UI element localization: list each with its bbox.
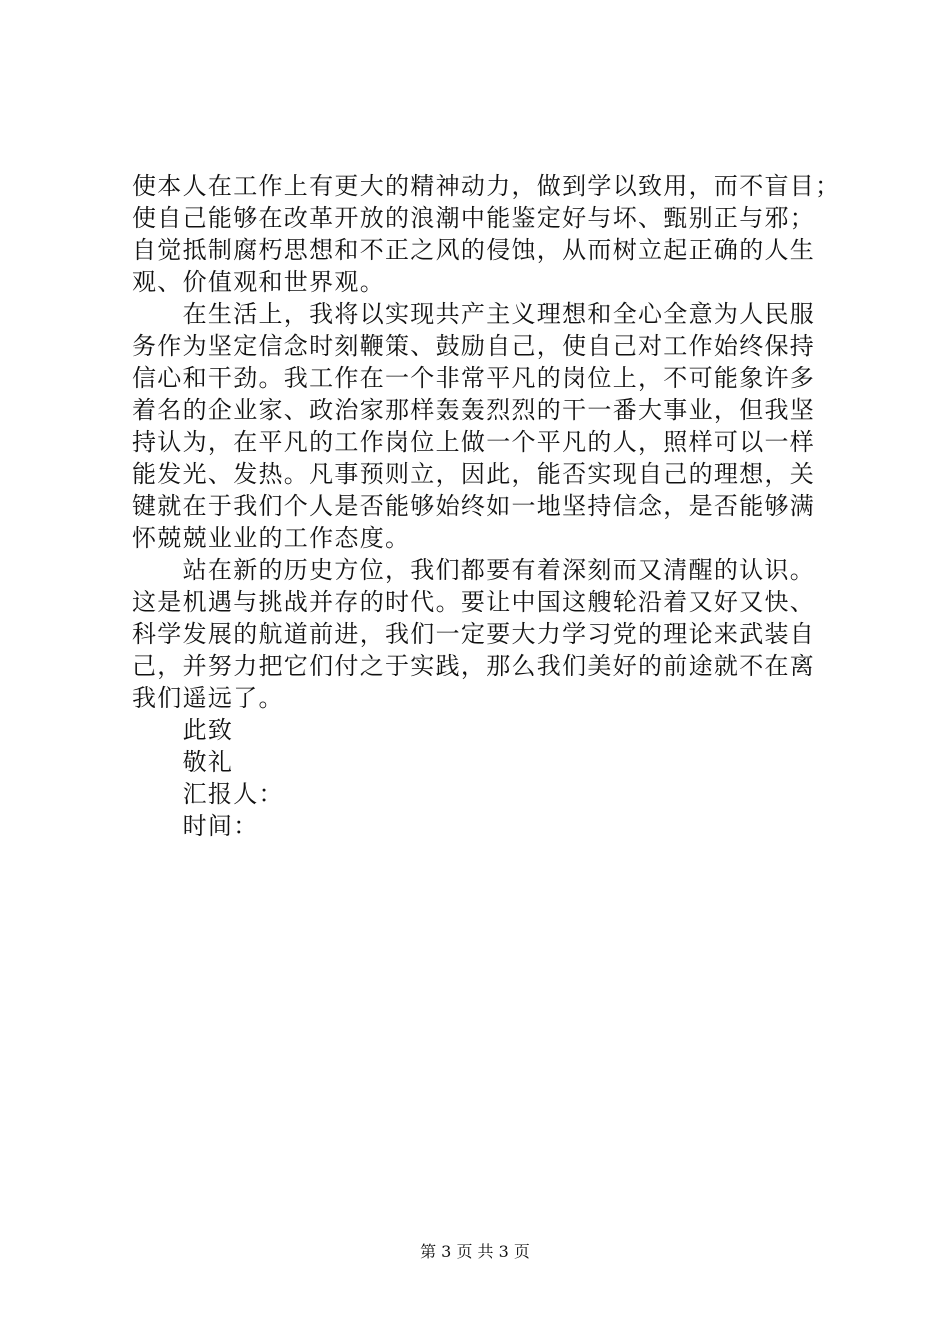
text-line: 怀兢兢业业的工作态度。 — [132, 524, 411, 552]
text-line: 键就在于我们个人是否能够始终如一地坚持信念，是否能够满 — [132, 492, 816, 520]
text-line: 使本人在工作上有更大的精神动力，做到学以致用，而不盲目； — [132, 172, 841, 200]
text-line: 着名的企业家、政治家那样轰轰烈烈的干一番大事业，但我坚 — [132, 396, 816, 424]
closing-regards: 敬礼 — [132, 748, 234, 776]
text-line: 己，并努力把它们付之于实践，那么我们美好的前途就不在离 — [132, 652, 816, 680]
page-number-footer: 第 3 页 共 3 页 — [420, 1242, 530, 1261]
text-line: 观、价值观和世界观。 — [132, 268, 385, 296]
text-line: 能发光、发热。凡事预则立，因此，能否实现自己的理想，关 — [132, 460, 816, 488]
date-field: 时间： — [132, 812, 259, 840]
text-line: 站在新的历史方位，我们都要有着深刻而又清醒的认识。 — [132, 556, 816, 584]
text-line: 在生活上，我将以实现共产主义理想和全心全意为人民服 — [132, 300, 816, 328]
closing-salutation: 此致 — [132, 716, 234, 744]
text-line: 这是机遇与挑战并存的时代。要让中国这艘轮沿着又好又快、 — [132, 588, 816, 616]
document-body — [132, 170, 841, 842]
text-line: 自觉抵制腐朽思想和不正之风的侵蚀，从而树立起正确的人生 — [132, 236, 816, 264]
text-line: 我们遥远了。 — [132, 684, 284, 712]
text-line: 持认为，在平凡的工作岗位上做一个平凡的人，照样可以一样 — [132, 428, 816, 456]
text-line: 信心和干劲。我工作在一个非常平凡的岗位上，不可能象许多 — [132, 364, 816, 392]
text-line: 使自己能够在改革开放的浪潮中能鉴定好与坏、甄别正与邪； — [132, 204, 816, 232]
text-line: 科学发展的航道前进，我们一定要大力学习党的理论来武装自 — [132, 620, 816, 648]
reporter-field: 汇报人： — [132, 780, 284, 808]
text-line: 务作为坚定信念时刻鞭策、鼓励自己，使自己对工作始终保持 — [132, 332, 816, 360]
